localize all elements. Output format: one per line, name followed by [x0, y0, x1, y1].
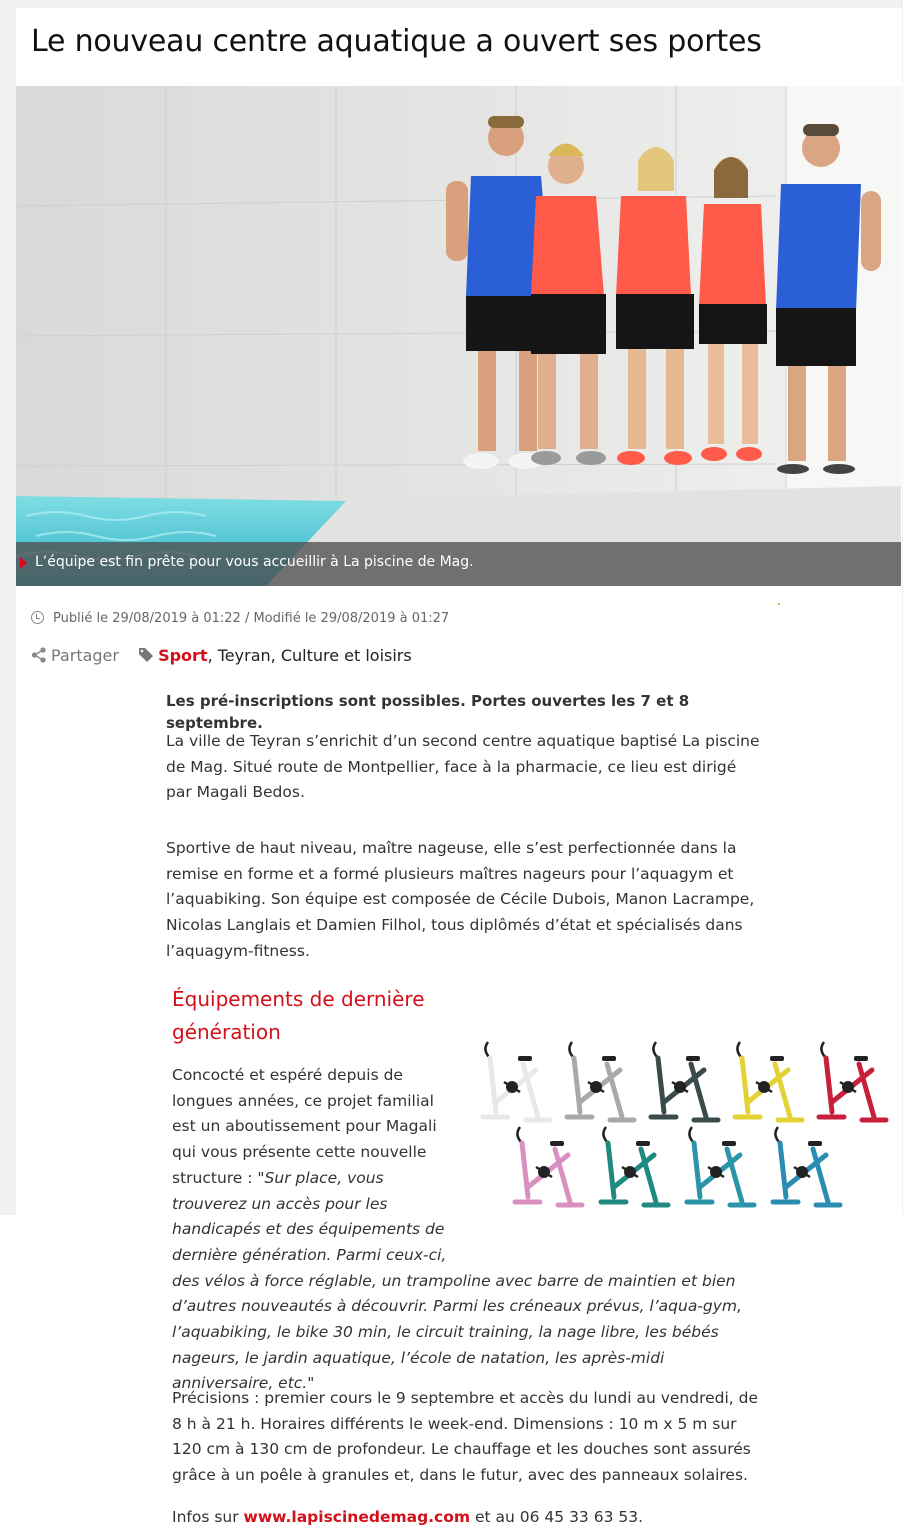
- info-suffix: et au 06 45 33 63 53.: [470, 1508, 644, 1526]
- share-and-tags: [31, 646, 412, 667]
- aquabike-8: [687, 1127, 754, 1205]
- share-icon[interactable]: [31, 647, 47, 667]
- section-subheading: Équipements de dernière génération: [172, 987, 425, 1044]
- tag-sport-link[interactable]: Sport: [158, 646, 208, 665]
- aquabike-5: [819, 1042, 886, 1120]
- aquabike-6: [515, 1127, 582, 1205]
- tag-icon: [138, 647, 154, 667]
- team-photo: [16, 86, 901, 586]
- aquabike-2: [567, 1042, 634, 1120]
- aquabike-4: [735, 1042, 802, 1120]
- quote-end: ": [307, 1374, 315, 1393]
- paragraph-equipment-intro: Concocté et espéré depuis de longues années, ce projet familial est un aboutissement pour Magali qui vous présente cette nouvelle structure : ": [172, 1066, 437, 1187]
- tag-others[interactable]: , Teyran, Culture et loisirs: [207, 646, 412, 665]
- clock-icon: [31, 611, 44, 624]
- publication-meta: [31, 611, 449, 626]
- share-button[interactable]: Partager: [51, 646, 119, 665]
- aquabike-1: [483, 1042, 550, 1120]
- aquabike-7: [601, 1127, 668, 1205]
- caption-arrow-icon: [20, 557, 27, 569]
- decorative-dot: [778, 603, 780, 605]
- aquabike-9: [773, 1127, 840, 1205]
- info-prefix: Infos sur: [172, 1508, 244, 1526]
- aquabike-3: [651, 1042, 718, 1120]
- publication-dates: Publié le 29/08/2019 à 01:22 / Modifié le 29/08/2019 à 01:27: [53, 611, 450, 626]
- image-caption: L’équipe est fin prête pour vous accueillir à La piscine de Mag.: [35, 554, 474, 570]
- image-caption-bar: [16, 542, 901, 586]
- info-line: [172, 1505, 767, 1531]
- paragraph-team: Sportive de haut niveau, maître nageuse, elle s’est perfectionnée dans la remise en forme et a formé plusieurs maîtres nageurs pour l’aquagym et l’aquabiking. Son équipe est composée de Cécile Dubois, Manon Lacrampe, Nicolas Langlais et Damien Filhol, tous diplômés d’état et spécialisés dans l’aquagym-fitness.: [166, 839, 755, 960]
- paragraph-intro: La ville de Teyran s’enrichit d’un second centre aquatique baptisé La piscine de Mag. Situé route de Montpellier, face à la pharmacie, ce lieu est dirigé par Magali Bedos.: [166, 732, 760, 802]
- article-lead: Les pré-inscriptions sont possibles. Portes ouvertes les 7 et 8 septembre.: [166, 692, 690, 732]
- website-link[interactable]: www.lapiscinedemag.com: [243, 1508, 471, 1526]
- paragraph-details: Précisions : premier cours le 9 septembre et accès du lundi au vendredi, de 8 h à 21 h. Horaires différents le week-end. Dimensions : 10 m x 5 m sur 120 cm à 130 cm de profondeur. Le chauffage et les douches sont assurés grâce à un poêle à granules et, dans le futur, avec des panneaux solaires.: [172, 1389, 759, 1485]
- aquabike-image: [470, 1037, 890, 1217]
- quote-text: Sur place, vous trouverez un accès pour les handicapés et des équipements de dernière génération. Parmi ceux-ci, des vélos à force réglable, un trampoline avec barre de maintien et bien d’autres nouveautés à découvrir. Parmi les créneaux prévus, l’aqua-gym, l’aquabiking, le bike 30 min, le circuit training, la nage libre, les bébés nageurs, le jardin aquatique, l’école de natation, les après-midi anniversaire, etc.: [172, 1168, 742, 1393]
- article-title: Le nouveau centre aquatique a ouvert ses portes: [31, 24, 762, 59]
- hero-image[interactable]: [16, 86, 901, 586]
